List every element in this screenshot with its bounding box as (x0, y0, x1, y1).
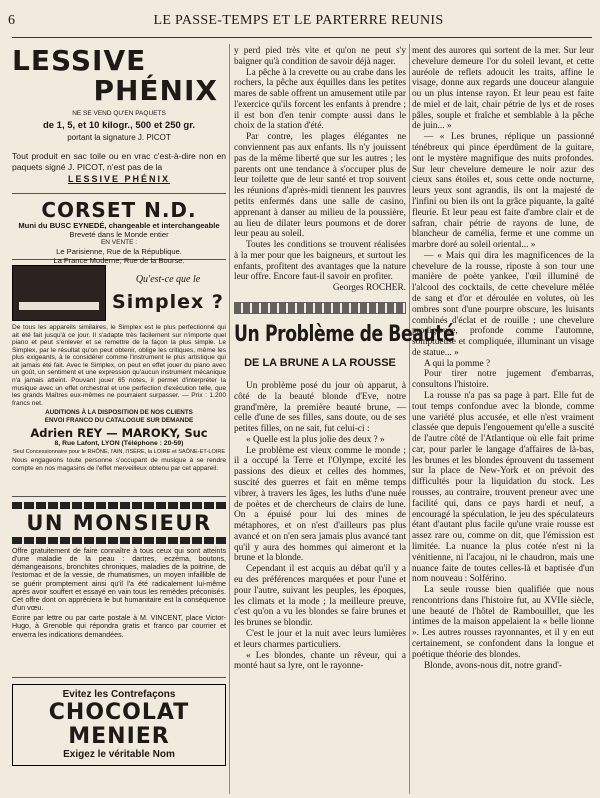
article-column-2 (234, 46, 455, 798)
ad-corset-sale: EN VENTE : (100, 239, 138, 247)
paragraph: y perd pied très vite et qu'on ne peut s'y baigner qu'à condition de savoir déjà nager. (234, 46, 406, 67)
page-number: 6 (8, 13, 15, 28)
paragraph: Cependant il est acquis au débat qu'il y a eu des préférences marquées et pour l'une et pour l'autre, suivant les peuples, les époques, les climats et la mode ; la meilleure preuve, c'est qu'on a vu les blondes se faire brunes et les brunes se blondir. (234, 564, 406, 629)
ad-monsieur-foot: Ecrire par lettre ou par carte postale à M. VINCENT, place Victor-Hugo, à Grenoble qui répondra gratis et franco par courrier et enverra les indications demandées. (12, 614, 226, 639)
ad-simplex-heading (110, 274, 226, 313)
ornament-strip (12, 502, 226, 509)
ad-lessive-warning: Tout produit en sac toile ou en vrac c'est-à-dire non en paquets signé J. PICOT, n'est pas de la (12, 150, 226, 172)
article-title: Un Problème de Beauté (234, 321, 455, 347)
ad-lessive-weights: de 1, 5, et 10 kilogr., 500 et 250 gr. (42, 119, 196, 131)
paragraph: Blonde, avons-nous dit, notre grand'- (424, 660, 563, 671)
ad-simplex-catalogue: ENVOI FRANCO DU CATALOGUE SUR DEMANDE (44, 416, 194, 424)
ad-lessive-line1: LESSIVE (12, 44, 147, 77)
ad-menier-chocolat: CHOCOLAT (48, 700, 190, 725)
header-rule (12, 37, 592, 38)
ad-simplex-concession: Seul Concessionnaire pour le RHÔNE, l'AIN, l'ISÈRE, la LOIRE et SAÔNE-ET-LOIRE (12, 448, 226, 455)
paragraph: Un problème posé du jour où apparut, à côté de la beauté blonde d'Eve, notre grand'mère, la première beauté brune, — celle d'une de ses filles, sans doute, ou de ses petites filles, on ne sait, fut celui-ci : (234, 380, 406, 435)
paragraph: Par contre, les plages élégantes ne conviennent pas aux enfants. Ils n'y jouissent pas de la même liberté que sur les autres ; les parents ont une tendance à s'occuper plus de leur toilette que de leur santé et trop souvent les réunions d'après-midi tiennent les pauvres petits enfermés dans une salle de casino, apprenant à danser au milieu de la poussière, au lieu de dilater leurs poumons et de dorer leur peau au soleil. (234, 132, 406, 240)
ad-simplex-top (12, 265, 226, 321)
paragraph: A qui la pomme ? (424, 358, 491, 369)
column-divider (229, 44, 230, 794)
paragraph: « Quelle est la plus jolie des deux ? » (246, 434, 385, 445)
ad-lessive-signature: portant la signature J. PICOT (67, 133, 171, 143)
ad-menier-demand: Exigez le véritable Nom (63, 749, 175, 760)
ornament-divider (234, 302, 406, 314)
ad-lessive-phenix (12, 46, 226, 194)
paragraph: « Les blondes, chante un rêveur, qui a monté haut sa lyre, ont le rayonne- (234, 650, 406, 672)
paragraph: Le problème est vieux comme le monde ; il a occupé la Terre et l'Olympe, excité les passions des dieux et celles des hommes, suscité des guerres et fait en même temps vibrer, à travers les âges, les luths d'une nuée de poètes et de chercheurs de clairs de lune. On a épuisé pour lui des mines de métaphores, et on n'est d'ailleurs pas plus avancé et on n'en sera jamais plus avancé tant qu'il y aura des hommes qui aimeront et la brune et la blonde. (234, 445, 406, 564)
ad-corset-patent: Breveté dans le Monde entier (69, 230, 169, 240)
ad-lessive-brand: LESSIVE PHÉNIX (67, 174, 171, 185)
ornament-strip (12, 537, 226, 544)
paragraph: Toutes les conditions se trouvent réalisées à la mer pour que les baigneurs, et surtout les enfants, profitent des avantages que la nature leur offre. Encore faut-il savoir en profiter. (234, 240, 406, 283)
paragraph: La rousse n'a pas sa page à part. Elle fut de tout temps confondue avec la blonde, comme une variété plus accusée, et elle n'est vraiment classée que depuis l'engouement qu'elle a suscité de l'autre côté de l'Atlantique où elle fait prime car, pour parler le langage d'affaires de là-bas, les brunes et les blondes éprouvent du tassement sur la place de New-York et on prévoit des difficultés pour la liquidation du stock. Les rousses, au contraire, trouvent preneur avec une facilité qui, dans ce pays hardi et neuf, a encouragé la spéculation, le jeu des spéculateurs étant d'autant plus facile qu'une vraie rousse est assez rare ou, comme on dit, que l'émission est limitée. La nuance la plus cotée n'est ni la vénitienne, ni l'acajou, ni le chaudron, mais une nuance faite de toutes celles-là et baptisée d'un nom nouveau : Solférino. (412, 391, 594, 585)
ad-corset (12, 198, 226, 266)
column-divider (409, 44, 410, 794)
ad-monsieur-title: UN MONSIEUR (26, 511, 212, 535)
piano-image (12, 265, 106, 321)
ad-monsieur (12, 502, 226, 678)
ad-lessive-line2: PHÉNIX (93, 74, 218, 107)
paragraph: La seule rousse bien qualifiée que nous rencontrions dans l'histoire fut, au XVIIe siècle, une beauté de l'hôtel de Rambouillet, que les intimes de la maison appelaient la « belle lionne ». Les autres rousses rayonnantes, et il y en eut certainement, se confondent dans la longue et poétique théorie des blondes. (412, 585, 594, 660)
ad-simplex-name: Simplex ? (112, 290, 224, 313)
ad-simplex-dealer: Adrien REY — MAROKY, Suc (30, 426, 208, 441)
newspaper-title: LE PASSE-TEMPS ET LE PARTERRE REUNIS (153, 13, 444, 28)
ad-menier-name: MENIER (68, 724, 170, 749)
ad-corset-busc: Muni du BUSC EYNEDÉ, changeable et interchangeable (18, 221, 220, 230)
paragraph: Pour tirer notre jugement d'embarras, consultons l'histoire. (412, 369, 594, 391)
ad-corset-shop2: La France Moderne, Rue de la Bourse. (53, 256, 185, 266)
ads-column (12, 46, 226, 798)
article-subtitle: DE LA BRUNE A LA ROUSSE (244, 356, 396, 369)
ad-menier-avoid: Evitez les Contrefaçons (62, 689, 176, 700)
paragraph: La pêche à la crevette ou au crabe dans les rochers, la pêche aux équilles dans les petites mares de sable offrent un amusement utile par l'exercice qu'ils forcent les enfants à prendre ; il est bon d'en tenir compte aussi dans le choix de la station d'été. (234, 67, 406, 132)
paragraph: — « Mais qui dira les magnificences de la chevelure de la rousse, riposte à son tour une manière de poète yankee, l'œil illuminé de l'alcool des cocktails, de cette chevelure mêlée de sang et d'or et déroulée en volutes, où les ombres sont d'une pourpre obscure, les luisants combinés d'éclat et de rouille ; une chevelure prodigieuse, profonde comme l'automne, somptueuse et compliquée, illuminant un visage de statue... » (412, 250, 594, 358)
article-column-3 (412, 46, 594, 798)
paragraph: — « Les brunes, réplique un passionné ténébreux qui pince éperdûment de la guitare, ont le mystère magnifique des nuits profondes. Sur leur chevelure demeure le noir azur des cieux sans étoiles et, sous cette onde nocturne, leurs yeux sont agrandis, ils ont la majesté de l'infini ou bien ils ont la grâce piquante, la gaîté fleurie. Et leur peau est faite d'ambre clair et de safran, chair pétrie de rayons de lune, de blancheur de camélia, ferme et une comme un marbre doré au soleil oriental... » (412, 132, 594, 251)
ad-menier (12, 684, 226, 766)
paragraph: C'est le jour et la nuit avec leurs lumières et leurs charmes particuliers. (234, 628, 406, 650)
ad-simplex-address: 8, Rue Lafont, LYON (Téléphone : 20-59) (54, 440, 184, 448)
ad-simplex-question: Qu'est-ce que le (135, 273, 201, 285)
ad-simplex (12, 265, 226, 497)
paragraph: ment des aurores qui sortent de la mer. Sur leur chevelure demeure l'or du soleil levant, et cette auréole de reflets adoucit les traits, affine le visage, donne aux regards une douceur alanguie ou un plus intense rayon. Et leur peau est faite de miel et de lait, chair pétrie de lys et de roses pâles, souple et fraîche et semblable à la pêche de juin... » (412, 46, 594, 132)
ad-monsieur-body: Offre gratuitement de faire connaître à tous ceux qui sont atteints d'une maladie de la peau : dartres, eczéma, boutons, démangeaisons, bronchites chroniques, maladies de la poitrine, de l'estomac et de la vessie, de rhumatismes, un moyen infaillible de se guérir promptement ainsi qu'il l'a été radicalement lui-même après avoir souffert et essayé en vain tous les remèdes préconisés. Cet offre dont on appréciera le but humanitaire est la conséquence d'un vœu. (12, 547, 226, 613)
author-signature: Georges ROCHER. (332, 283, 406, 294)
ad-corset-shop1: Le Parisienne, Rue de la République. (56, 247, 182, 257)
ad-simplex-body: De tous les appareils similaires, le Simplex est le plus perfectionné qui ait été fait jusqu'à ce jour. Il s'adapte très facilement sur n'importe quel piano et peut s'enlever et se remettre de la façon la plus simple. Le Simplex, par le résultat qu'on peut obtenir, oblige les critiques, même les plus exigeants, à le considérer comme l'instrument le plus artistique qui ait jamais été fait. Avec le Simplex, on peut en effet jouer du piano avec un goût, un sentiment et une expression qu'aucun instrument mécanique n'a jamais atteint. Pouvant jouer 65 notes, il permet d'interpréter la musique avec un effet orchestral et une perfection d'exécution telle, que les grands Maîtres eux-mêmes ne pourraient surpasser. — Prix : 1.200 francs net. (12, 324, 226, 407)
page-header (8, 8, 592, 34)
ad-lessive-packaging: NE SE VEND QU'EN PAQUETS (72, 110, 166, 117)
ad-corset-title: CORSET N.D. (41, 198, 197, 222)
ad-simplex-auditions: AUDITIONS À LA DISPOSITION DE NOS CLIENTS (45, 409, 193, 417)
ad-simplex-foot: Nous engageons toute personne s'occupant de musique à se rendre compte en nos magasins de l'effet merveilleux obtenu par cet appareil. (12, 457, 226, 472)
